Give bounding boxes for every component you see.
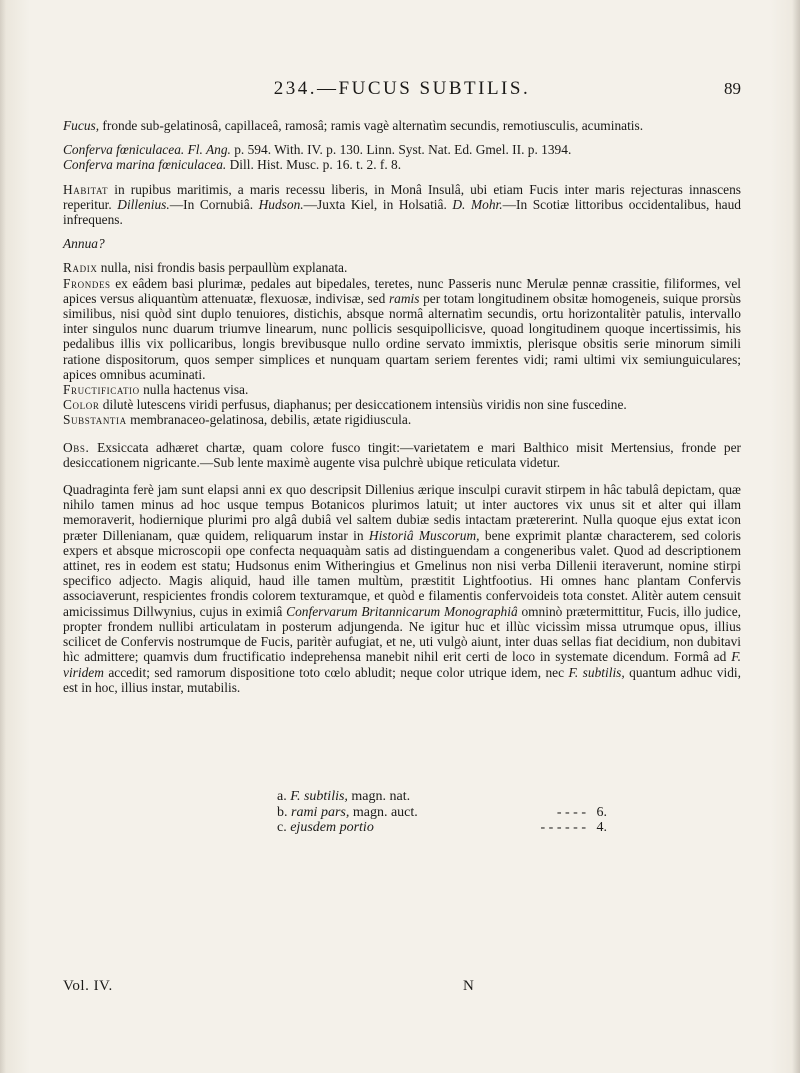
plate-row: c. ejusdem portio - - - - - - 4. bbox=[277, 820, 607, 835]
habitat: Habitat in rupibus maritimis, a maris recessu liberis, in Monâ Insulâ, ubi etiam Fucis inter maris rejecturas innascens reperitur. Dillenius.—In Cornubiâ. Hudson.—Juxta Kiel, in Holsatiâ. D. Mohr.—In Scotiæ littoribus occidentalibus, haud infrequens. bbox=[63, 181, 741, 228]
page-content bbox=[63, 118, 741, 695]
page-number: 89 bbox=[724, 79, 741, 98]
plate-row: b. rami pars, magn. auct. - - - - 6. bbox=[277, 804, 607, 820]
duration: Annua? bbox=[63, 236, 105, 252]
page-footer bbox=[63, 978, 563, 998]
page-gutter-shadow bbox=[0, 0, 6, 1073]
discussion: Quadraginta ferè jam sunt elapsi anni ex quo descripsit Dillenius ærique insculpi curavit stirpem in hâc tabulâ depictam, quæ nihilo tamen minus ad hoc usque tempus Botanicos plurimos latuit; ut inter auctores vix unus sit et alter qui illam memoraverit, hodiernique plurimi pro algâ dubiâ vel saltem dubiæ sedis intactam prætererint. Nulla quoque ejus extat icon præter Dillenianam, quæ quidem, reliquarum instar in Historiâ Muscorum, bene exprimit plantæ characterem, sed coloris expers et absque microscopii ope confecta nequaquàm satis ad distinguendam a congeneribus valet. Quod ad descriptionem attinet, res in eodem est statu; Hudsonus enim Witheringius et Gmelinus non nisi verba Dillenii iteraverunt, nomine stirpi specifico adjecto. Magis aliquid, haud ille tamen multùm, præstitit Lightfootius. Hi omnes hanc plantam Confervis associaverunt, respicientes frondis colorem texturamque, et quòd e filamentis confervoideis tota constet. Alitèr autem censuit amicissimus Dillwynius, cujus in eximiâ Confervarum Britannicarum Monographiâ omninò prætermittitur, Fucis, illo judice, propter frondem nullibi articulatam in posterum adjungenda. Ne igitur huc et illùc vicissìm missa utrumque opus, illius scilicet de Confervis nostrumque de Fucis, paritèr aufugiat, et ne, uti vulgò aiunt, inter duas sellas fiat decidium, non dubitavi hìc admittere; quamvis dum fructificatio indeprehensa manebit nihil erit certi de loco in systemate dicendum. Formâ ad F. viridem accedit; sed ramorum dispositione toto cœlo abludit; neque color utrique idem, nec F. subtilis, quantum adhuc vidi, est in hoc, illius instar, mutabilis. bbox=[63, 482, 742, 695]
description-radix: Radix nulla, nisi frondis basis perpaullùm explanata. bbox=[63, 260, 348, 276]
habitat-label: Habitat bbox=[63, 181, 109, 197]
page-header bbox=[63, 78, 741, 102]
plate-row: a. F. subtilis, magn. nat. bbox=[277, 789, 411, 804]
observation: Obs. Exsiccata adhæret chartæ, quam colore fusco tingit:—varietatem e mari Balthico misit Mertensius, fronde per desiccationem nigricante.—Sub lente maximè augente visa pulchrè ubique reticulata videtur. bbox=[63, 439, 741, 470]
description-color: Color dilutè lutescens viridi perfusus, diaphanus; per desiccationem intensiùs viridis non sine fuscedine. bbox=[63, 397, 627, 413]
genus-name: Fucus, bbox=[63, 118, 100, 133]
signature-mark: N bbox=[463, 978, 474, 994]
volume-label: Vol. IV. bbox=[63, 978, 113, 994]
page-edge-shadow bbox=[792, 0, 800, 1073]
description-substantia: Substantia membranaceo-gelatinosa, debilis, ætate rigidiuscula. bbox=[63, 412, 412, 428]
running-title: 234.—FUCUS SUBTILIS. bbox=[273, 78, 531, 99]
synonym-line-1: Conferva fœniculacea. Fl. Ang. p. 594. With. IV. p. 130. Linn. Syst. Nat. Ed. Gmel. II. p. 1394. bbox=[63, 142, 572, 158]
description-fructificatio: Fructificatio nulla hactenus visa. bbox=[63, 382, 249, 398]
plate-explanation bbox=[277, 789, 607, 836]
diagnosis bbox=[63, 118, 741, 133]
diagnosis-text: fronde sub-gelatinosâ, capillaceâ, ramosâ; ramis vagè alternatìm secundis, remotiusculis, acuminatis. bbox=[99, 118, 644, 133]
synonym-line-2: Conferva marina fœniculacea. Dill. Hist. Musc. p. 16. t. 2. f. 8. bbox=[63, 157, 402, 173]
description-frondes: Frondes ex eâdem basi plurimæ, pedales aut bipedales, teretes, nunc Passeris nunc Merulæ pennæ crassitie, filiformes, vel apices versus aliquantùm attenuatæ, flexuosæ, indivisæ, sed ramis per totam longitudinem obsitæ homogeneis, suique prorsùs similibus, nisi quòd sint duplo tenuiores, distichis, absque normâ alternatìm secundis, ortu horizontalitèr patulis, intervallo inter singulos nunc duarum triumve linearum, nunc pollicis sesquipollicisve, quoad longitudinem quoque incertissimis, his pedalibus illis vix pollicaribus, longis brevibusque nullo ordine servato immixtis, plerisque obsitis serie minorum simili ratione dispositorum, quos semper simplices et nunquam quartam seriem ferentes vidi; rami ultimi vix semiunguiculares; apices omnibus acuminati. bbox=[63, 275, 741, 382]
